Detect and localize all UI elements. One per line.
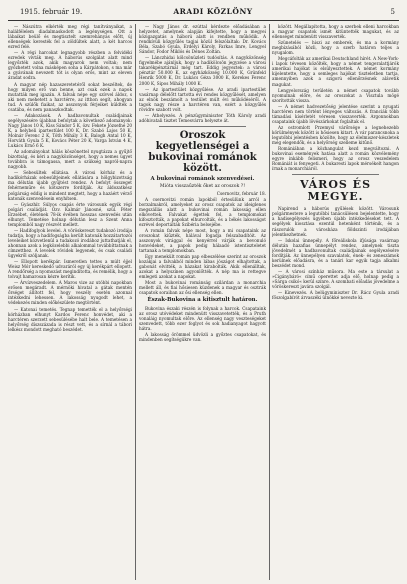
article-paragraph: — A régi harcokat legnagyobb részben a felvidéki ezredek vívták meg. A háborús szolgálat alatt mind legyőzték azok, akik magyarok nem voltak; nem győzhetett volna másképen soha a Kárpátokon, s ma már a gyávának nevezett tót is olyan erős, mint az eleven áradat sodra.	[8, 50, 132, 81]
article-paragraph: — Árvízveszedelem. A Maros vize az utóbbi napokban erősen megáradt. A mérnöki hivatal a gátak mentén őrséget állított fel, hogy veszély esetén azonnal intézkedni lehessen. A lakosság nyugodt lehet, a védekezés minden előkészülete megtörtént.	[8, 280, 132, 306]
article-paragraph: Az adományokat hálás köszönettel nyugtázza a gyűjtő bizottság, és kéri a nagyközönséget, hogy a nemes ügyet továbbra is támogassa, mert a szükség napról-napra nagyobb.	[8, 149, 132, 170]
article-paragraph: Megcáfolták az amerikai Deutschland hírét. A New-York-i lapok tévesen közölték, hogy a német tengeralattjárók amerikai hajókat is elsülyesztettek. A német kormány kijelentette, hogy a semleges hajókat tiszteletben tartja, amennyiben azok a szigorú ellenőrzésnek alávetik magukat.	[272, 56, 399, 87]
column-rule	[269, 24, 270, 580]
article-paragraph: Bukovina északi részén is folynak a harcok. Csapataink az orosz utóvédeket mindenütt visszavetették, és a Pruth vonaláig nyomultak előre. Az ellenség nagy veszteségeket szenvedett, több ezer foglyot és sok hadianyagot hagyott hátra.	[139, 305, 266, 331]
article-paragraph: — A városi színház műsora. Ma este a társulat a »Cigánybáró« című operettet adja elő, holnap pedig a »Sárga csikó« kerül színre. A szombati előadás jövedelme a vöröskereszt javára szolgál.	[272, 268, 399, 290]
column-left	[8, 24, 132, 580]
article-paragraph: — Sebesültek ellátása. A városi kórház és a hadikórházak sebesültjeinek ellátására a hölgybizottság ma délután újabb gyűjtést rendez. A befolyt összeget fehérneműre és kötszerre fordítják. Az áldozatkész polgárság eddig is mindent megtett, hogy a hazáért vérző katonák szenvedésein enyhítsen.	[8, 170, 132, 201]
section-rule	[292, 174, 379, 175]
article-paragraph: — Az ipartestület közgyűlése. Az aradi ipartestület vasárnap délelőtt tartotta évi rendes közgyűlését, amelyen az elnök beszámolt a testület múlt évi működéséről. A tagok nagy része a harctéren van, ezért a közgyűlés rövidre szabott volt.	[139, 86, 266, 112]
article-subtitle: Mióta visszaűzték őket az oroszok ?!	[159, 184, 246, 190]
issue-date: 1915. február 19.	[20, 8, 83, 16]
article-paragraph: Napirend a háborús gyűlések között. Városunk polgármestere a legutóbbi tanácsülésen bejelentette, hogy a hadisegélyezés ügyében újabb intézkedéseket tett. A segélyek kiosztása ezentúl hetenként történik, és a rászorulók a városháza földszinti irodájában jelentkezhetnek.	[272, 206, 399, 237]
article-paragraph: — Katonai temetés. Tegnap temették el a helyőrségi kórházban elhunyt Kardos Ferenc honvédet, aki a harctéren szerzett sebesülésébe halt bele. A temetésen a helyőrség díszszázada is részt vett, és a sírnál a tábori lelkész mondott megható beszédet.	[8, 306, 132, 332]
article-paragraph: A csernovitzi román lapokból értesülünk arról a borzalmakról, amelyeket az orosz csapatok az ideiglenes megszállás alatt a bukovinai román lakosság ellen elkövettek. Falvakat égettek fel, a templomokat kifosztották, a papokat elhurcolták, és a békés lakosságot ezrével deportálták Szibéria belsejébe.	[139, 196, 266, 227]
article-headline: Oroszok kegyetlenségei a bukovinai románok között.	[148, 129, 257, 174]
article-paragraph: Az ostromlott Przemysl várőrsége a legnehezebb körülmények között is hősiesen kitart. A vár parancsnoka a legutóbbi jelentésben közölte, hogy az élelmiszer-készletek még elegendők, és a helyőrség szelleme kitűnő.	[272, 124, 399, 146]
article-paragraph: — Nagy János dr. ezúttal kérdezte előadásában a helyzetet, amelynek alapján kifejtette, hogy a megyei közigazgatás a háború alatt is rendben működik. A rendkívüli közgyűlés tagjai közül felszólaltak: Dr. Kovács Béla, Szabó Gyula, Erdélyi Károly, Farkas Imre, Lengyel Sándor, Fodor Miklós és Dénes Zoltán.	[139, 24, 266, 55]
article-paragraph: Szünetelés — hiszi az emberek, és ma a kormány megbízásából közli, hogy a szerb határon teljes a nyugalom.	[272, 40, 399, 56]
article-paragraph: Egy menekült román pap elbeszélése szerint az oroszok kozákjai a falvakból minden lábas jószágot elhajtottak, a gabonát elvitték, a házakat kirabolták. Akik ellenálltak, azokat a helyszínen agyonlőtték. A nép ma is rettegve emlegeti azokat a napokat.	[139, 254, 266, 280]
article-paragraph: — Iskolai ünnepély. A főreáliskola ifjúsága vasárnap délután hazafias ünnepélyt rendez, amelynek tiszta jövedelmét a hadbavonultak családjainak segélyezésére fordítják. Az ünnepélyen szavalatok, ének- és zeneszámok kerülnek előadásra, és a tanári kar egyik tagja alkalmi beszédet mond.	[272, 237, 399, 268]
article-paragraph: Romániában a közhangulat kezd megváltozni. A bukovinai események hatása alatt a román közvélemény egyre inkább felismeri, hogy az orosz veszedelem Romániát is fenyegeti. A bukaresti lapok mérsékelt hangon írnak a monarchiáról.	[272, 146, 399, 172]
article-dateline: Csernovitz, február 18.	[216, 190, 266, 196]
article-paragraph: — Kinevezés. A belügyminiszter Dr. Rácz Gyula aradi főszolgabírót árvaszéki ülnökké nevezte ki.	[272, 290, 399, 301]
article-paragraph: — Gyászhír. Súlyos csapás érte városunk egyik régi polgári családját. Özv. Kalmár Jánosné, szül. Péter Erzsébet, életének 78-ik évében hosszas szenvedés után elhunyt. Temetése holnap délután lesz a Szent Anna templomból nagy részvét mellett.	[8, 201, 132, 227]
article-paragraph: Most a bukovinai románság szilárdan a monarchia mellett áll, és fiai hősiesen küzdenek a magyar és osztrák csapatok soraiban az ősi ellenség ellen.	[139, 280, 266, 296]
article-paragraph: — Lánczhidai kölcsönüzleti tudósítás. A nagyközönség figyelmébe ajánljuk, hogy a hadikölcsön jegyzése a városi takarékpénztárnál még tart. Eddig jegyeztek: a városi pénztár 50.000 K, az egyházközség 10.000 K, Grünfeld Henrik 5000 K, Dr. Lukács Géza 3000 K, Kerekes Ferenc 2000 K, Sipos Mihály 1000 K.	[139, 55, 266, 86]
article-paragraph: — Nászútra elkérték meg régi tanítványaikat, a halálfélelem diadalmaskodott a legénységen. Ott a lábaikat beülő és megtisztelt szemrehányás előtt, új ellenségek keresték fel a zöldültek alatt, a két harcos ezred felé.	[8, 24, 132, 50]
article-subhead-2: Észak-Bukovina a kitisztult határon.	[147, 297, 258, 304]
page-number: 5	[390, 8, 395, 16]
article-paragraph: — Ellopott kerékpár. Ismeretlen tettes a múlt éjjel Weisz Mór kereskedő udvaráról egy új kerékpárt ellopott. A rendőrség a nyomozást megindította, és remélik, hogy a tolvajt hamarosan kézre kerítik.	[8, 259, 132, 280]
section-title-city: VÁROS ÉS MEGYE.	[299, 178, 372, 204]
article-paragraph: A magyar nép hazaszeretetéről sokat beszéltek, de hogy milyen erő van benne, azt csak ezek a napok mutatták meg igazán. A falvak népe egy szívvel áldoz, s aki nem mehetett a harctérre, az itthon segít, ahogyan tud. A szülők fiaikat, az asszonyok férjeiket küldték a csatába, és nem panaszkodtak.	[8, 81, 132, 112]
article-paragraph: A román falvak népe most, hogy a mi csapataink az oroszokat kiűzték, hálával fogadja felszabadítóit. Az asszonyok virággal és kenyérrel várják a bevonuló honvédeket, a papok pedig hálaadó istentiszteletet tartanak a templomokban.	[139, 227, 266, 254]
article-subhead: A bukovinai románok szenvedései.	[150, 175, 255, 182]
masthead-title: ARADI KÖZLÖNY	[173, 7, 253, 16]
column-rule	[135, 24, 136, 580]
article-paragraph: — Áthelyezés. A pénzügyminiszter Tóth Károly aradi adóhivatali tisztet Temesvárra helyezte át.	[139, 112, 266, 123]
article-paragraph: — A német hadvezetőség jelentése szerint a nyugati harctéren nem történt lényeges változás. A franciák több támadási kísérletét véresen visszaverték. Argonnokban csapataink újabb lövészárkokat foglaltak el.	[272, 103, 399, 124]
section-rule	[159, 126, 246, 127]
article-paragraph: A lakosság örömmel üdvözli a győztes csapatokat, és mindenben segítségükre van.	[139, 331, 266, 342]
column-middle	[139, 24, 266, 580]
column-right	[272, 24, 399, 580]
article-paragraph: között. Megállapította, hogy a szerbek elleni harcokban a magyar csapatok ismét kitüntették magukat, és az ellenséget mindenütt visszaverték.	[272, 24, 399, 40]
article-paragraph: Lengyelország területén a német csapatok tovább nyomulnak előre, és az oroszokat a Visztula mögé szorították vissza.	[272, 87, 399, 103]
article-paragraph: — Adakozások. A hadbavonultak családjainak segélyezésére újabban befolytak a következő adományok: Nagy János 10 K, Kiss Sándor 5 K, özv. Fekete Józsefné 20 K, a helybeli ipartestület 100 K, Dr. Szabó Lajos 50 K, Molnár Ferenc 2 K, Tóth Mihály 3 K, Balogh Antal 10 K, Horváth Gyula 5 K, Kovács Péter 20 K, Varga István 4 K, Lukács Ernő 6 K.	[8, 112, 132, 149]
article-paragraph: — Hadifoglyok levelei. A vöröskereszt tudakozó irodája tudatja, hogy a hadifogságba került katonák hozzátartozói leveleiket közvetlenül a tudakozó irodához juttathatják el, ahonnan azok a legközelebbi alkalommal továbbíttatnak a címzetthez. A levelek rövidek legyenek, és csak családi ügyekről szóljanak.	[8, 227, 132, 259]
page-header	[8, 6, 399, 21]
